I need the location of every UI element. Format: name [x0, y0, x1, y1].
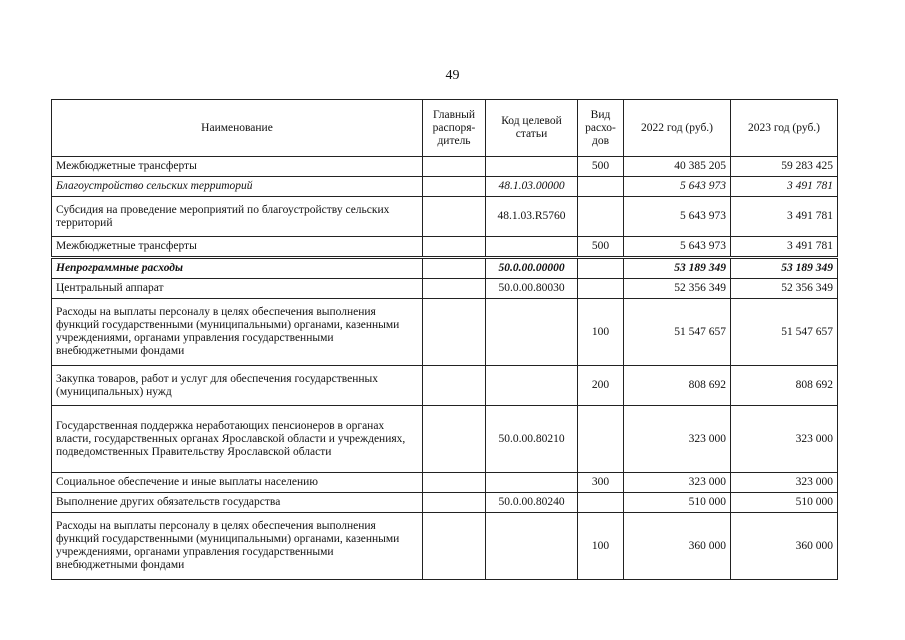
cell-2022: 5 643 973 — [624, 237, 731, 258]
table-row — [52, 197, 838, 237]
table-row — [52, 513, 838, 580]
cell-type: 300 — [578, 473, 624, 493]
table-row — [52, 406, 838, 473]
header-type: Вид расхо-дов — [578, 100, 624, 157]
cell-2023: 51 547 657 — [731, 299, 838, 366]
cell-2022: 51 547 657 — [624, 299, 731, 366]
table-row — [52, 258, 838, 279]
cell-manager — [423, 513, 486, 580]
header-2022: 2022 год (руб.) — [624, 100, 731, 157]
cell-2022: 40 385 205 — [624, 157, 731, 177]
cell-type — [578, 406, 624, 473]
cell-code: 48.1.03.R5760 — [486, 197, 578, 237]
cell-2023: 59 283 425 — [731, 157, 838, 177]
cell-manager — [423, 366, 486, 406]
cell-manager — [423, 279, 486, 299]
cell-type: 500 — [578, 237, 624, 258]
table-row — [52, 177, 838, 197]
cell-code — [486, 473, 578, 493]
cell-2023: 53 189 349 — [731, 258, 838, 279]
cell-2022: 5 643 973 — [624, 177, 731, 197]
cell-name: Центральный аппарат — [52, 279, 423, 299]
cell-manager — [423, 157, 486, 177]
cell-2022: 5 643 973 — [624, 197, 731, 237]
cell-2023: 3 491 781 — [731, 177, 838, 197]
table-header-row — [52, 100, 838, 157]
cell-2022: 808 692 — [624, 366, 731, 406]
cell-2023: 3 491 781 — [731, 197, 838, 237]
header-name: Наименование — [52, 100, 423, 157]
cell-name: Социальное обеспечение и иные выплаты населению — [52, 473, 423, 493]
cell-2023: 808 692 — [731, 366, 838, 406]
cell-2022: 53 189 349 — [624, 258, 731, 279]
cell-name: Благоустройство сельских территорий — [52, 177, 423, 197]
cell-type: 100 — [578, 299, 624, 366]
cell-name: Межбюджетные трансферты — [52, 237, 423, 258]
cell-code: 50.0.00.80030 — [486, 279, 578, 299]
cell-type — [578, 177, 624, 197]
table-row — [52, 473, 838, 493]
cell-name: Государственная поддержка неработающих пенсионеров в органах власти, государственных органах Ярославской области и учреждениях, подведомственных Правительству Ярославской области — [52, 406, 423, 473]
cell-2022: 510 000 — [624, 493, 731, 513]
cell-2023: 323 000 — [731, 406, 838, 473]
cell-2022: 360 000 — [624, 513, 731, 580]
cell-code — [486, 237, 578, 258]
cell-2022: 323 000 — [624, 473, 731, 493]
cell-type — [578, 493, 624, 513]
cell-manager — [423, 473, 486, 493]
cell-manager — [423, 406, 486, 473]
table-row — [52, 299, 838, 366]
header-manager: Главный распоря-дитель — [423, 100, 486, 157]
cell-name: Расходы на выплаты персоналу в целях обеспечения выполнения функций государственными (муниципальными) органами, казенными учреждениями, органами управления государственными внебюджетными фондами — [52, 513, 423, 580]
page-number: 49 — [445, 68, 460, 83]
cell-code: 50.0.00.80210 — [486, 406, 578, 473]
header-code: Код целевой статьи — [486, 100, 578, 157]
cell-2023: 360 000 — [731, 513, 838, 580]
cell-name: Субсидия на проведение мероприятий по благоустройству сельских территорий — [52, 197, 423, 237]
table-row — [52, 157, 838, 177]
cell-2022: 323 000 — [624, 406, 731, 473]
cell-code — [486, 299, 578, 366]
cell-code — [486, 513, 578, 580]
cell-name: Непрограммные расходы — [52, 258, 423, 279]
cell-manager — [423, 299, 486, 366]
cell-name: Закупка товаров, работ и услуг для обеспечения государственных (муниципальных) нужд — [52, 366, 423, 406]
cell-manager — [423, 258, 486, 279]
cell-manager — [423, 197, 486, 237]
cell-manager — [423, 493, 486, 513]
cell-manager — [423, 237, 486, 258]
cell-manager — [423, 177, 486, 197]
cell-2023: 52 356 349 — [731, 279, 838, 299]
cell-name: Выполнение других обязательств государства — [52, 493, 423, 513]
table-row — [52, 493, 838, 513]
cell-type: 500 — [578, 157, 624, 177]
cell-name: Межбюджетные трансферты — [52, 157, 423, 177]
table-row — [52, 279, 838, 299]
cell-type — [578, 279, 624, 299]
cell-2022: 52 356 349 — [624, 279, 731, 299]
table-row — [52, 366, 838, 406]
cell-type: 200 — [578, 366, 624, 406]
table-row — [52, 237, 838, 258]
cell-type — [578, 258, 624, 279]
cell-type: 100 — [578, 513, 624, 580]
cell-2023: 323 000 — [731, 473, 838, 493]
cell-code: 48.1.03.00000 — [486, 177, 578, 197]
cell-code: 50.0.00.80240 — [486, 493, 578, 513]
cell-code — [486, 366, 578, 406]
budget-table — [51, 99, 838, 580]
table-body — [52, 157, 838, 580]
header-2023: 2023 год (руб.) — [731, 100, 838, 157]
cell-code: 50.0.00.00000 — [486, 258, 578, 279]
cell-code — [486, 157, 578, 177]
cell-2023: 510 000 — [731, 493, 838, 513]
cell-name: Расходы на выплаты персоналу в целях обеспечения выполнения функций государственными (муниципальными) органами, казенными учреждениями, органами управления государственными внебюджетными фондами — [52, 299, 423, 366]
cell-type — [578, 197, 624, 237]
cell-2023: 3 491 781 — [731, 237, 838, 258]
